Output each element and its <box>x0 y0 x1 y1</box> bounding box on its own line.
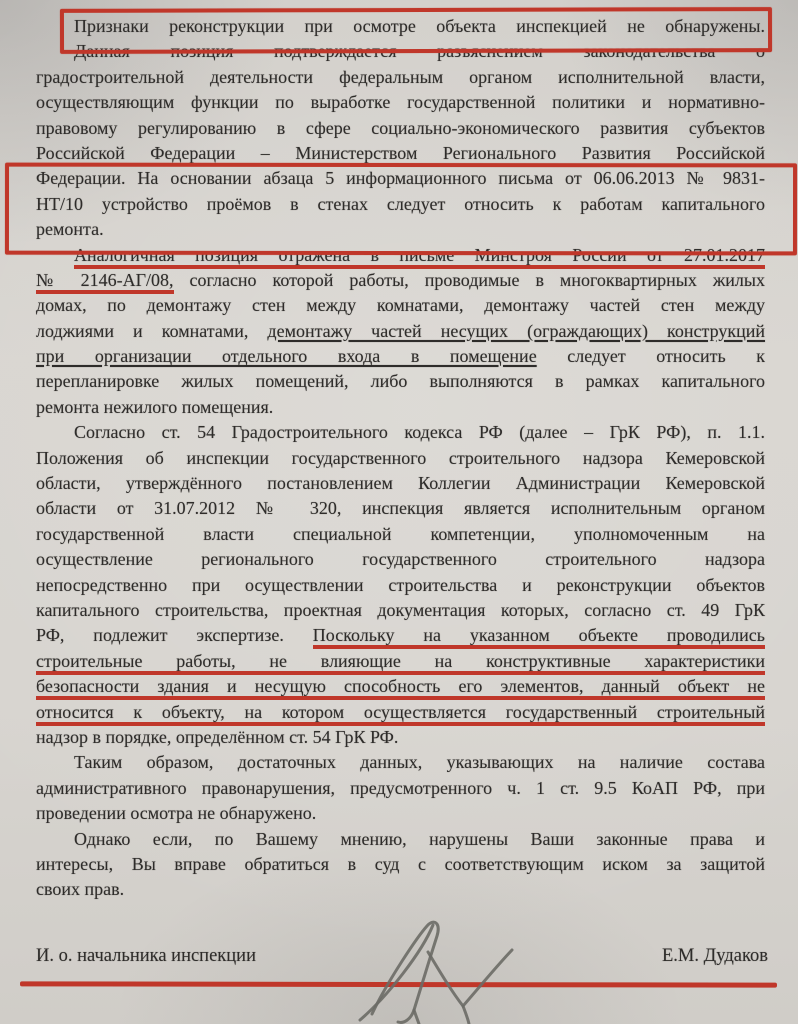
text-segment: административного правонарушения, предусмотренного ч. 1 ст. 9.5 КоАП РФ, при <box>36 777 765 798</box>
text-segment: надзор в порядке, определённом ст. 54 ГрК РФ. <box>36 726 399 747</box>
document-body <box>36 14 765 903</box>
text-line <box>36 116 765 141</box>
signatory-name-label: Е.М. Дудаков <box>662 946 768 966</box>
signatory-position-label: И. о. начальника инспекции <box>36 946 256 966</box>
text-line <box>36 14 765 39</box>
text-segment: домах, по демонтажу стен между комнатами, демонтажу частей стен между <box>36 295 765 316</box>
text-line <box>36 90 765 115</box>
text-line <box>36 700 765 725</box>
text-line <box>36 852 765 877</box>
text-segment: градостроительной деятельности федеральным органом исполнительной власти, <box>36 66 765 87</box>
text-line <box>36 827 765 852</box>
text-line <box>36 293 765 318</box>
text-segment: ремонта нежилого помещения. <box>36 396 274 417</box>
text-line <box>36 369 765 394</box>
text-line <box>36 598 765 623</box>
text-segment: осуществление регионального государственного строительного надзора <box>36 549 765 570</box>
text-line <box>36 344 765 369</box>
red-underlined-text: Аналогичная позиция отражена в письме Минстроя России от 27.01.2017 <box>74 245 765 269</box>
text-line <box>36 217 765 242</box>
text-segment: Положения об инспекции государственного строительного надзора Кемеровской <box>36 447 765 468</box>
text-line <box>36 623 765 648</box>
text-line <box>36 65 765 90</box>
text-line <box>36 141 765 166</box>
text-line <box>36 573 765 598</box>
underlined-text: при организации отдельного входа в помещение <box>36 346 537 367</box>
red-underlined-text: строительные работы, не влияющие на конструктивные характеристики <box>36 651 765 675</box>
text-line <box>36 649 765 674</box>
text-line <box>36 192 765 217</box>
text-segment: области, утверждённого постановлением Коллегии Администрации Кемеровской <box>36 473 765 494</box>
red-underlined-text: Поскольку на указанном объекте проводились <box>313 625 765 649</box>
text-line <box>36 674 765 699</box>
text-segment: перепланировке жилых помещений, либо выполняются в рамках капитального <box>36 371 765 392</box>
text-line <box>36 319 765 344</box>
text-segment: Федерации. На основании абзаца 5 информационного письма от 06.06.2013 № 9831- <box>36 168 765 189</box>
text-line <box>36 471 765 496</box>
text-line <box>36 39 765 64</box>
text-line <box>36 496 765 521</box>
text-line <box>36 725 765 750</box>
text-line <box>36 268 765 293</box>
text-segment: непосредственно при осуществлении строительства и реконструкции объектов <box>36 574 765 595</box>
text-segment: согласно которой работы, проводимые в многоквартирных жилых <box>173 269 765 290</box>
text-segment: области от 31.07.2012 № 320, инспекция является исполнительным органом <box>36 498 765 519</box>
text-segment: своих прав. <box>36 879 125 900</box>
text-segment: ремонта. <box>36 219 104 240</box>
text-segment: Таким образом, достаточных данных, указывающих на наличие состава <box>74 752 765 773</box>
text-segment: правовому регулированию в сфере социально-экономического развития субъектов <box>36 117 765 138</box>
text-segment: интересы, Вы вправе обратиться в суд с соответствующим иском за защитой <box>36 853 765 874</box>
text-segment: НТ/10 устройство проёмов в стенах следует относить к работам капитального <box>36 193 765 214</box>
text-segment: следует относить к <box>536 346 765 367</box>
text-line <box>36 776 765 801</box>
text-segment: Признаки реконструкции при осмотре объекта инспекцией не обнаружены. <box>74 16 765 36</box>
text-line <box>36 243 765 268</box>
text-segment: РФ, подлежит экспертизе. <box>36 625 313 646</box>
text-line <box>36 420 765 445</box>
text-segment: проведении осмотра не обнаружено. <box>36 803 317 824</box>
text-line <box>36 166 765 191</box>
text-line <box>36 522 765 547</box>
text-segment: Российской Федерации – Министерством Регионального Развития Российской <box>36 142 765 163</box>
underlined-text: демонтажу частей несущих (ограждающих) конструкций <box>267 320 765 341</box>
red-underlined-text: № 2146-АГ/08, <box>36 270 174 294</box>
text-segment: осуществляющим функции по выработке государственной политики и нормативно- <box>36 92 765 113</box>
text-segment: Данная позиция подтверждается разъяснением законодательства о <box>74 41 765 62</box>
text-segment: капитального строительства, проектная документация которых, согласно ст. 49 ГрК <box>36 599 765 620</box>
text-line <box>36 750 765 775</box>
red-underlined-text: безопасности здания и несущую способность его элементов, данный объект не <box>36 676 765 700</box>
text-line <box>36 801 765 826</box>
text-segment: Однако если, по Вашему мнению, нарушены Ваши законные права и <box>74 828 765 849</box>
handwritten-signature <box>330 884 540 1024</box>
text-segment: лоджиями и комнатами, <box>36 320 268 341</box>
red-underlined-text: относится к объекту, на котором осуществляется государственный строительный <box>36 702 765 726</box>
text-line <box>36 547 765 572</box>
text-segment: Согласно ст. 54 Градостроительного кодекса РФ (далее – ГрК РФ), п. 1.1. <box>74 422 765 443</box>
text-line <box>36 395 765 420</box>
text-segment: государственной власти специальной компетенции, уполномоченным на <box>36 523 765 544</box>
text-line <box>36 446 765 471</box>
